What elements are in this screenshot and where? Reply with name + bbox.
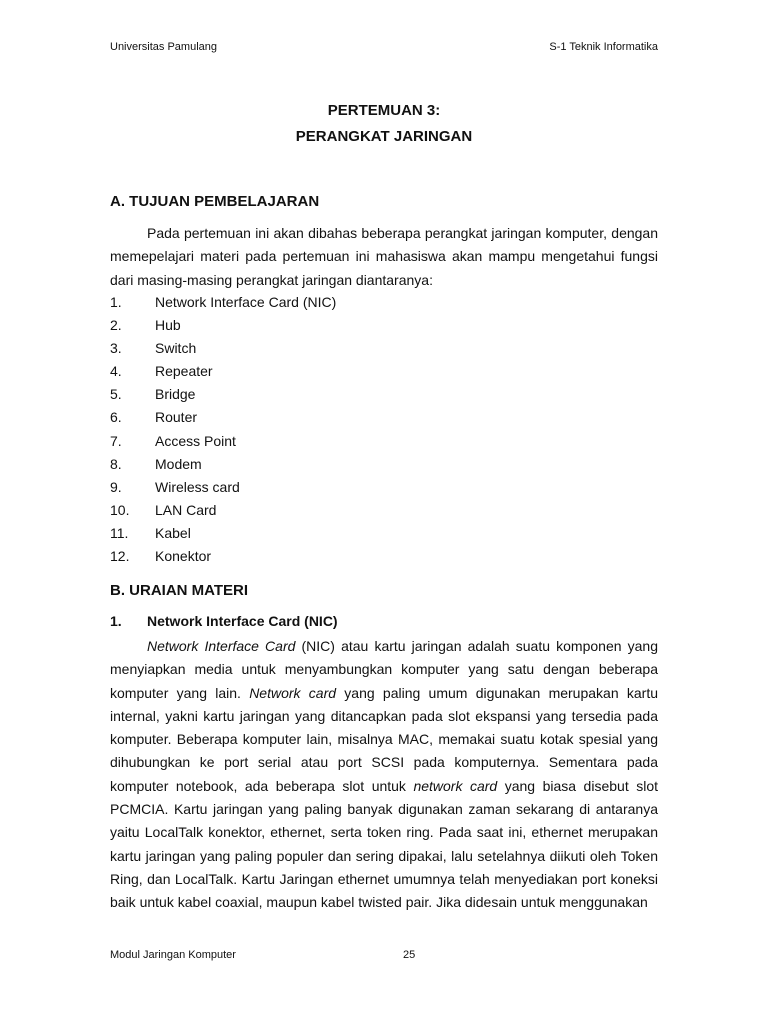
- subsection-heading: [110, 613, 338, 629]
- header-university: Universitas Pamulang: [110, 41, 217, 53]
- list-item: 8. Modem: [110, 455, 202, 472]
- list-item: 6. Router: [110, 409, 198, 426]
- list-item: 11. Kabel: [110, 524, 191, 541]
- section-a-paragraph: [110, 222, 658, 292]
- page-number: 25: [403, 949, 416, 961]
- list-item: 12. Konektor: [110, 548, 212, 565]
- subsection-title: Network Interface Card (NIC): [147, 613, 338, 629]
- section-a-paragraph-text: Pada pertemuan ini akan dibahas beberapa perangkat jaringan komputer, dengan memepelajari materi pada pertemuan ini mahasiswa akan mampu mengetahui fungsi dari masing-masing perangkat jaringan diantaranya:: [110, 225, 658, 288]
- list-item: 9. Wireless card: [110, 478, 240, 495]
- list-item: 2. Hub: [110, 317, 181, 334]
- device-list: [110, 291, 336, 568]
- list-item: 3. Switch: [110, 340, 197, 357]
- section-b-paragraph: Network Interface Card (NIC) atau kartu jaringan adalah suatu komponen yang menyiapkan media untuk menyambungkan komputer yang satu dengan beberapa komputer yang lain. Network card yang paling umum digunakan merupakan kartu internal, yakni kartu jaringan yang ditancapkan pada slot ekspansi yang tersedia pada komputer. Beberapa komputer lain, misalnya MAC, memakai suatu kotak spesial yang dihubungkan ke port serial atau port SCSI pada komputernya. Sementara pada komputer notebook, ada beberapa slot untuk network card yang biasa disebut slot PCMCIA. Kartu jaringan yang paling banyak digunakan zaman sekarang di antaranya yaitu LocalTalk konektor, ethernet, serta token ring. Pada saat ini, ethernet merupakan kartu jaringan yang paling populer dan sering dipakai, lalu setelahnya diikuti oleh Token Ring, dan LocalTalk. Kartu Jaringan ethernet umumnya telah menyediakan port koneksi baik untuk kabel coaxial, maupun kabel twisted pair. Jika didesain untuk menggunakan: [110, 638, 658, 911]
- list-item: 5. Bridge: [110, 386, 196, 403]
- section-a-heading: A. TUJUAN PEMBELAJARAN: [110, 193, 320, 210]
- list-item: 4. Repeater: [110, 363, 213, 380]
- section-b-heading: B. URAIAN MATERI: [110, 582, 249, 599]
- footer-module-name: Modul Jaringan Komputer: [110, 949, 236, 961]
- page-title-line1: PERTEMUAN 3:: [327, 102, 441, 119]
- list-item: 7. Access Point: [110, 432, 236, 449]
- list-item: 1. Network Interface Card (NIC): [110, 294, 337, 310]
- page-title-line2: PERANGKAT JARINGAN: [295, 128, 473, 145]
- header-program: S-1 Teknik Informatika: [549, 41, 658, 53]
- subsection-number: 1.: [110, 613, 122, 629]
- list-item: 10. LAN Card: [110, 501, 217, 518]
